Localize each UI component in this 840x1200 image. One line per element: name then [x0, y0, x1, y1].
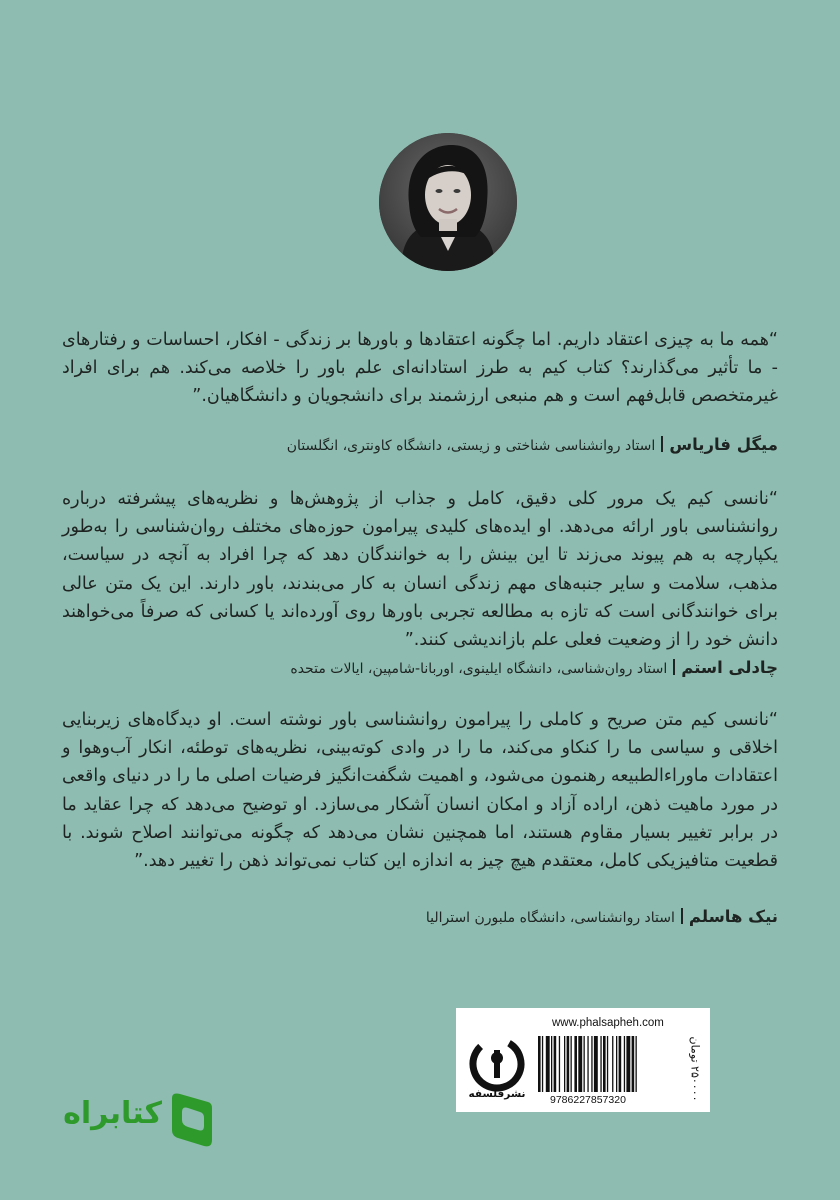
barcode-panel	[456, 1008, 710, 1112]
endorser-affiliation-1: استاد روانشناسی شناختی و زیستی، دانشگاه کاونتری، انگلستان	[286, 438, 656, 454]
separator	[673, 659, 675, 675]
endorsement-quote-2: “نانسی کیم یک مرور کلی دقیق، کامل و جذاب از پژوهش‌ها و نظریه‌های پیشرفته درباره روانشناسی باور ارائه می‌دهد. او ایده‌های کلیدی پیرامون حوزه‌های مختلف روان‌شناسی را به‌طور یکپارچه به هم پیوند می‌زند تا این بینش را به خوانندگان دهد که چرا افراد به آنچه در سیاست، مذهب، سلامت و سایر جنبه‌های مهم زندگی انسان به کار می‌بندند، باور دارند. این یک متن عالی برای خوانندگانی است که تازه به مطالعه تجربی باورها روی آورده‌اند یا کسانی که صرفاً می‌خواهند دانش خود را از وضعیت فعلی علم بازاندیشی کنند.”	[62, 489, 778, 651]
endorsement-quote-3: “نانسی کیم متن صریح و کاملی را پیرامون روانشناسی باور نوشته است. او دیدگاه‌های زیربنایی اخلاقی و سیاسی ما را کنکاو می‌کند، ما را در وادی کوته‌بینی، نظریه‌های توطئه، انکار آب‌وهوا و اعتقادات ماوراءالطبیعه رهنمون می‌شود، و اهمیت شگفت‌انگیز فرضیات اصلی ما را در دنیای واقعی در مورد ماهیت ذهن، اراده آزاد و امکان انسان آشکار می‌سازد. او توضیح می‌دهد که چرا عقاید ما در برابر تغییر بسیار مقاوم هستند، اما همچنین نشان می‌دهد که چگونه می‌توانند اصلاح شوند. با قطعیت متافیزیکی کامل، معتقدم هیچ چیز به اندازه این کتاب نمی‌تواند ذهن را تغییر دهد.”	[62, 710, 778, 872]
store-logo-text: کتابراه	[63, 1096, 162, 1131]
endorsement-attribution-3	[62, 905, 778, 930]
separator	[681, 908, 683, 924]
separator	[661, 436, 663, 452]
price-label	[684, 1030, 706, 1108]
endorser-name-3: نیک هاسلم	[688, 907, 778, 926]
endorser-name-2: چادلی استم	[681, 658, 778, 677]
publisher-name: نشرفلسفه	[468, 1088, 526, 1100]
endorsement-quote-1: “همه ما به چیزی اعتقاد داریم. اما چگونه اعتقادها و باورها بر زندگی - افکار، احساسات و رفتارهای - ما تأثیر می‌گذارند؟ کتاب کیم به طرز استادانه‌ای علم باور را خلاصه می‌کند. هم برای افراد غیرمتخصص قابل‌فهم است و هم منبعی ارزشمند برای دانشجویان و دانشگاهیان.”	[62, 330, 778, 407]
endorser-affiliation-2: استاد روان‌شناسی، دانشگاه ایلینوی، اوربانا-شامپین، ایالات متحده	[290, 661, 668, 677]
endorser-affiliation-3: استاد روانشناسی، دانشگاه ملبورن استرالیا	[425, 910, 675, 926]
store-logo	[38, 1090, 218, 1158]
publisher-url: www.phalsapheh.com	[552, 1017, 664, 1029]
author-photo	[379, 133, 517, 271]
book-icon	[168, 1090, 214, 1150]
endorsement-attribution-2	[62, 656, 778, 681]
price-text: ۲۵۰۰۰۰ تومان	[688, 1036, 702, 1102]
barcode-icon	[538, 1036, 678, 1092]
endorser-name-1: میگل فاریاس	[669, 435, 778, 454]
endorsement-attribution-1	[62, 433, 778, 458]
isbn-number: 9786227857320	[550, 1094, 626, 1106]
